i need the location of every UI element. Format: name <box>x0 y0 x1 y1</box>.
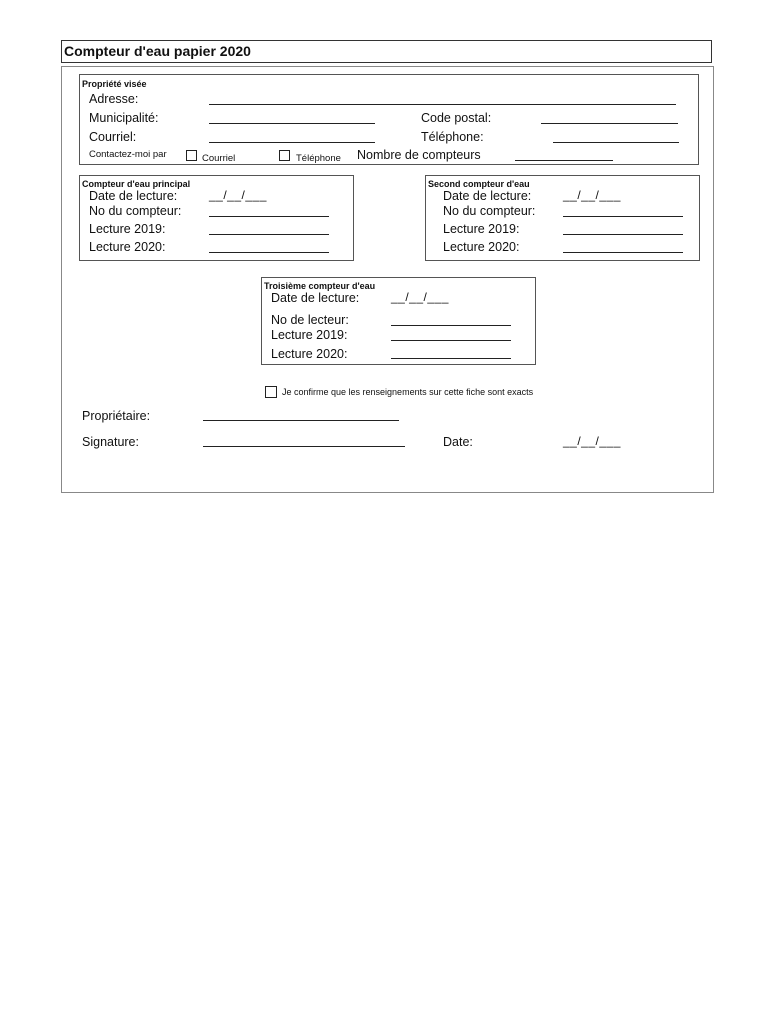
confirm-checkbox[interactable] <box>265 386 277 398</box>
meter1-reading2019-field[interactable] <box>209 234 329 235</box>
meter1-number-label: No du compteur: <box>89 204 182 218</box>
meter1-date-field[interactable]: __/__/___ <box>209 188 267 202</box>
meter2-number-field[interactable] <box>563 216 683 217</box>
meter3-reading2019-label: Lecture 2019: <box>271 328 348 342</box>
meter1-reading2020-field[interactable] <box>209 252 329 253</box>
signature-date-field[interactable]: __/__/___ <box>563 434 621 448</box>
meter1-reading2020-label: Lecture 2020: <box>89 240 166 254</box>
email-field[interactable] <box>209 142 375 143</box>
meter2-section-title: Second compteur d'eau <box>428 179 530 189</box>
owner-label: Propriétaire: <box>82 409 151 423</box>
property-section-title: Propriété visée <box>82 79 147 89</box>
meter3-date-field[interactable]: __/__/___ <box>391 290 449 304</box>
postal-code-label: Code postal: <box>421 111 492 125</box>
contact-email-option-label: Courriel <box>202 153 236 164</box>
meter-count-label: Nombre de compteurs <box>357 148 481 162</box>
contact-phone-option-label: Téléphone <box>296 153 341 164</box>
meter1-section-title: Compteur d'eau principal <box>82 179 191 189</box>
meter3-number-field[interactable] <box>391 325 511 326</box>
meter2-date-field[interactable]: __/__/___ <box>563 188 621 202</box>
postal-code-field[interactable] <box>541 123 678 124</box>
form-title: Compteur d'eau papier 2020 <box>61 40 712 63</box>
meter2-reading2020-label: Lecture 2020: <box>443 240 520 254</box>
meter2-reading2019-label: Lecture 2019: <box>443 222 520 236</box>
owner-field[interactable] <box>203 420 399 421</box>
address-label: Adresse: <box>89 92 139 106</box>
municipality-field[interactable] <box>209 123 375 124</box>
signature-date-label: Date: <box>443 435 473 449</box>
meter3-date-label: Date de lecture: <box>271 291 360 305</box>
meter2-number-label: No du compteur: <box>443 204 536 218</box>
meter2-reading2020-field[interactable] <box>563 252 683 253</box>
meter-count-field[interactable] <box>515 160 613 161</box>
meter3-reading2020-field[interactable] <box>391 358 511 359</box>
meter2-reading2019-field[interactable] <box>563 234 683 235</box>
confirm-label: Je confirme que les renseignements sur cette fiche sont exacts <box>282 387 534 397</box>
signature-field[interactable] <box>203 446 405 447</box>
phone-label: Téléphone: <box>421 130 484 144</box>
meter3-number-label: No de lecteur: <box>271 313 349 327</box>
meter2-date-label: Date de lecture: <box>443 189 532 203</box>
phone-field[interactable] <box>553 142 679 143</box>
address-field[interactable] <box>209 104 676 105</box>
email-label: Courriel: <box>89 130 137 144</box>
contact-phone-checkbox[interactable] <box>279 150 290 161</box>
meter3-section-title: Troisième compteur d'eau <box>264 281 376 291</box>
signature-label: Signature: <box>82 435 139 449</box>
contact-label: Contactez-moi par <box>89 149 167 160</box>
contact-email-checkbox[interactable] <box>186 150 197 161</box>
meter1-number-field[interactable] <box>209 216 329 217</box>
meter1-date-label: Date de lecture: <box>89 189 178 203</box>
meter1-reading2019-label: Lecture 2019: <box>89 222 166 236</box>
meter3-reading2020-label: Lecture 2020: <box>271 347 348 361</box>
meter3-reading2019-field[interactable] <box>391 340 511 341</box>
municipality-label: Municipalité: <box>89 111 159 125</box>
